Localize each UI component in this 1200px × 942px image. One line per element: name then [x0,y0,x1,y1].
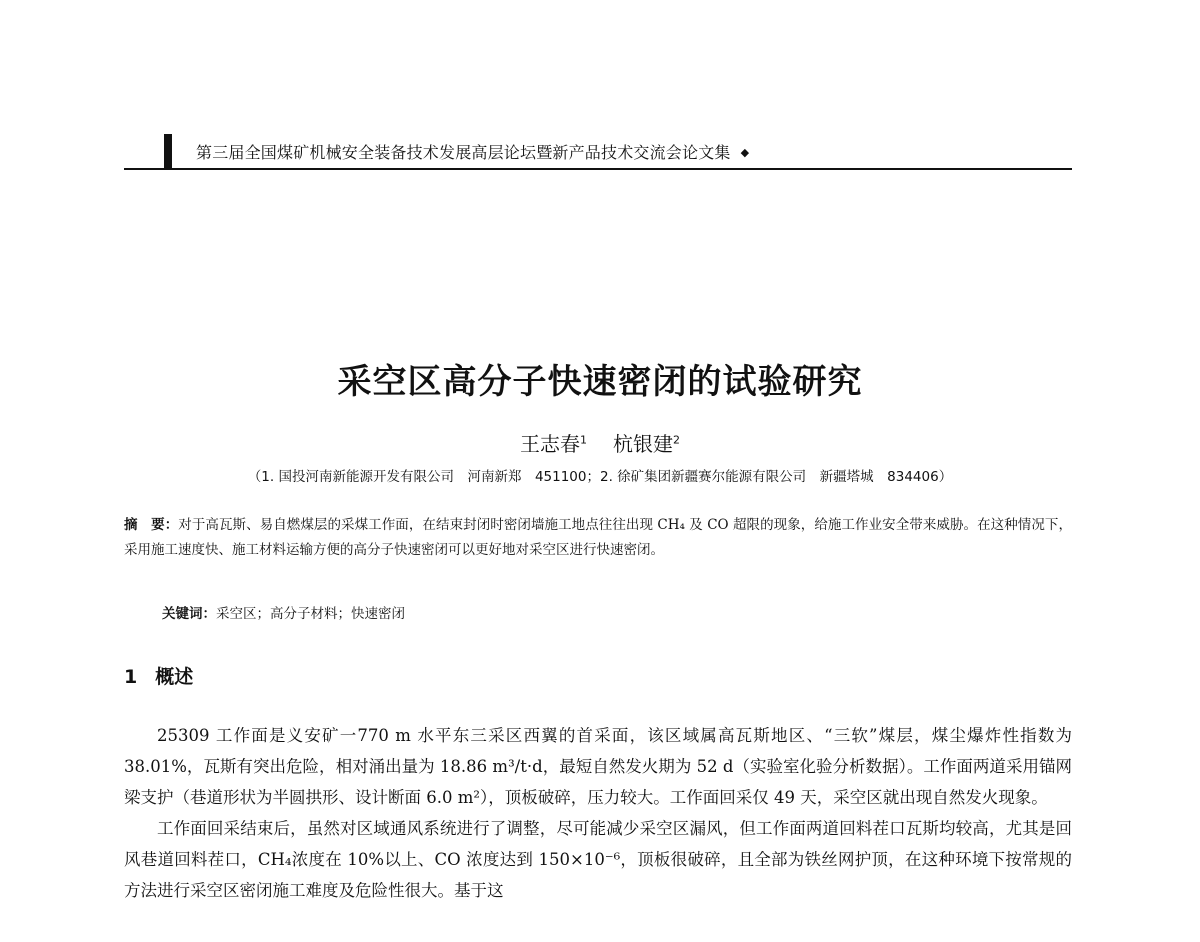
header-rule [124,168,1072,170]
body-text [124,720,1072,906]
paper-title: 采空区高分子快速密闭的试验研究 [337,362,863,402]
section-number: 1 [124,666,138,688]
abstract-label: 摘 要： [124,517,179,533]
section-heading [124,662,193,689]
section-title: 概述 [155,666,194,688]
running-header [124,134,1072,170]
header-bar [164,134,172,168]
paragraph: 工作面回采结束后，虽然对区域通风系统进行了调整，尽可能减少采空区漏风，但工作面两道回料茬口瓦斯均较高，尤其是回风巷道回料茬口，CH₄浓度在 10%以上、CO 浓度达到 150×10⁻⁶，顶板很破碎，且全部为铁丝网护顶，在这种环境下按常规的方法进行采空区密闭施工难度及危险性很大。基于这 [124,819,1072,900]
abstract-text: 对于高瓦斯、易自燃煤层的采煤工作面，在结束封闭时密闭墙施工地点往往出现 CH₄ 及 CO 超限的现象，给施工作业安全带来威胁。在这种情况下，采用施工速度快、施工材料运输方便的高分子快速密闭可以更好地对采空区进行快速密闭。 [124,517,1073,558]
header-title: 第三届全国煤矿机械安全装备技术发展高层论坛暨新产品技术交流会论文集 [196,143,731,162]
abstract [124,513,1072,563]
affiliations: （1. 国投河南新能源开发有限公司 河南新郑 451100；2. 徐矿集团新疆赛尔能源有限公司 新疆塔城 834406） [247,469,953,485]
keywords-text: 采空区；高分子材料；快速密闭 [216,606,405,622]
keywords [162,602,405,622]
authors [0,428,1200,457]
keywords-label: 关键词： [162,606,216,622]
paragraph: 25309 工作面是义安矿一770 m 水平东三采区西翼的首采面，该区域属高瓦斯地区、“三软”煤层，煤尘爆炸性指数为 38.01%，瓦斯有突出危险，相对涌出量为 18.86 m³/t·d，最短自然发火期为 52 d（实验室化验分析数据）。工作面两道采用锚网梁支护（巷道形状为半圆拱形、设计断面 6.0 m²），顶板破碎，压力较大。工作面回采仅 49 天，采空区就出现自然发火现象。 [124,726,1072,807]
author-name: 杭银建 [613,432,673,456]
author-affil-mark: 2 [673,433,680,447]
header-diamond-icon: ◆ [740,146,750,159]
author-name: 王志春 [520,432,580,456]
author-affil-mark: 1 [580,433,587,447]
header-text [196,140,749,163]
